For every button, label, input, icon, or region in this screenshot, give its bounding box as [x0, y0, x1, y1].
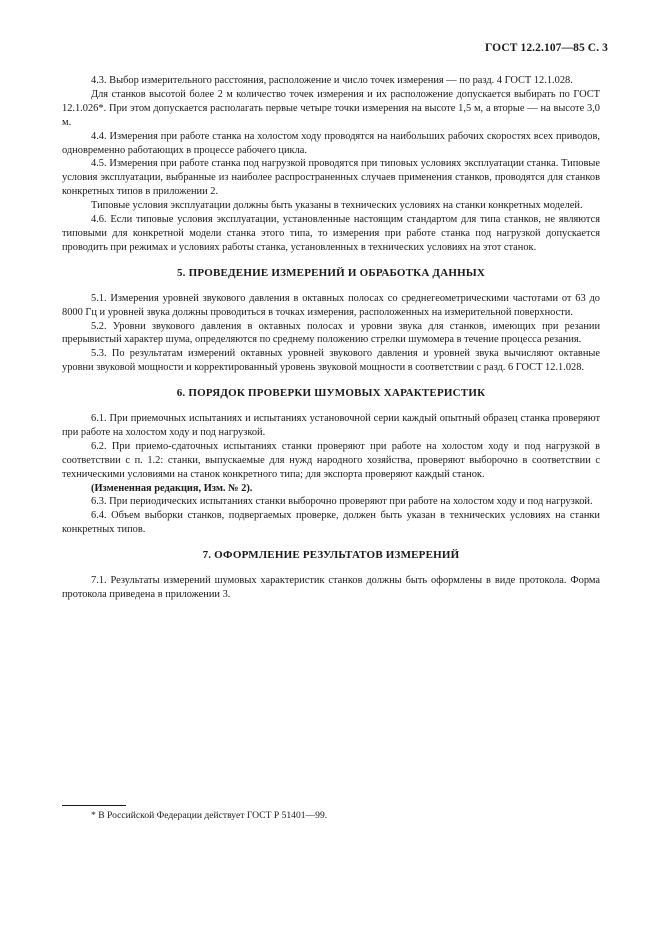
paragraph: 4.3. Выбор измерительного расстояния, расположение и число точек измерения — по разд. 4 ГОСТ 12.1.028. [91, 75, 573, 86]
section-heading: 7. ОФОРМЛЕНИЕ РЕЗУЛЬТАТОВ ИЗМЕРЕНИЙ [202, 549, 460, 562]
paragraph: 4.6. Если типовые условия эксплуатации, установленные настоящим стандартом для типа станков, не являются типовыми для конкретной модели станка этого типа, то измерения при работе станка под нагрузкой допускается проводить при режимах и условиях работы станка, установленных в технических условиях на этот станок. [62, 214, 600, 253]
paragraph: 5.1. Измерения уровней звукового давления в октавных полосах со среднегеометрическими частотами от 63 до 8000 Гц и уровней звука должны проводиться в точках измерения, расположенных на измерительной поверхности. [62, 292, 600, 318]
page-header: ГОСТ 12.2.107—85 С. 3 [485, 42, 608, 54]
document-body [62, 74, 600, 602]
paragraph: 5.2. Уровни звукового давления в октавных полосах и уровни звука для станков, имеющих при резании прерывистый характер шума, определяются по среднему положению стрелки шумомера в течение процесса резания. [62, 320, 600, 346]
amendment-note [62, 482, 600, 496]
paragraph: 7.1. Результаты измерений шумовых характеристик станков должны быть оформлены в виде протокола. Форма протокола приведена в приложении 3. [62, 575, 600, 600]
paragraph: 6.4. Объем выборки станков, подвергаемых проверке, должен быть указан в технических условиях на станки конкретных типов. [62, 510, 600, 536]
paragraph: 4.4. Измерения при работе станка на холостом ходу проводятся на наибольших рабочих скоростях всех приводов, одновременно работающих в процессе рабочего цикла. [62, 130, 600, 156]
footnote: * В Российской Федерации действует ГОСТ Р 51401—99. [91, 810, 328, 821]
paragraph: 6.1. При приемочных испытаниях и испытаниях установочной серии каждый опытный образец станка проверяют при работе на холостом ходу и под нагрузкой. [62, 413, 600, 438]
paragraph: 6.3. При периодических испытаниях станки выборочно проверяют при работе на холостом ходу и под нагрузкой. [91, 496, 593, 508]
paragraph: Для станков высотой более 2 м количество точек измерения и их расположение допускается выбирать по ГОСТ 12.1.026*. При этом допускается располагать первые четыре точки измерения на высоте 1,5 м, а вторые — на высоте 3,0 м. [62, 88, 600, 128]
section-heading: 6. ПОРЯДОК ПРОВЕРКИ ШУМОВЫХ ХАРАКТЕРИСТИК [176, 387, 486, 400]
paragraph: 4.5. Измерения при работе станка под нагрузкой проводятся при типовых условиях эксплуатации станка. Типовые условия эксплуатации, выбранные из наиболее распространенных случаев применения станков, проводятся для станков конкретных типов в приложении 2. [62, 158, 600, 198]
paragraph: Типовые условия эксплуатации должны быть указаны в технических условиях на станки конкретных моделей. [91, 200, 583, 212]
paragraph: 5.3. По результатам измерений октавных уровней звукового давления и уровней звука вычисляют октавные уровни звуковой мощности и корректированный уровень звуковой мощности в соответствии с разд. 6 ГОСТ 12.1.028. [62, 348, 600, 374]
footnote-separator [62, 805, 126, 806]
amendment-text: (Измененная редакция, Изм. № 2). [91, 482, 253, 494]
paragraph: 6.2. При приемо-сдаточных испытаниях станки проверяют при работе на холостом ходу и под нагрузкой в соответствии с п. 1.2: станки, выпускаемые для нужд народного хозяйства, проверяют выборочно в соответствии с техническими условиями на станок конкретного типа; для экспорта проверяют каждый станок. [62, 440, 600, 480]
section-heading: 5. ПРОВЕДЕНИЕ ИЗМЕРЕНИЙ И ОБРАБОТКА ДАННЫХ [176, 266, 486, 279]
